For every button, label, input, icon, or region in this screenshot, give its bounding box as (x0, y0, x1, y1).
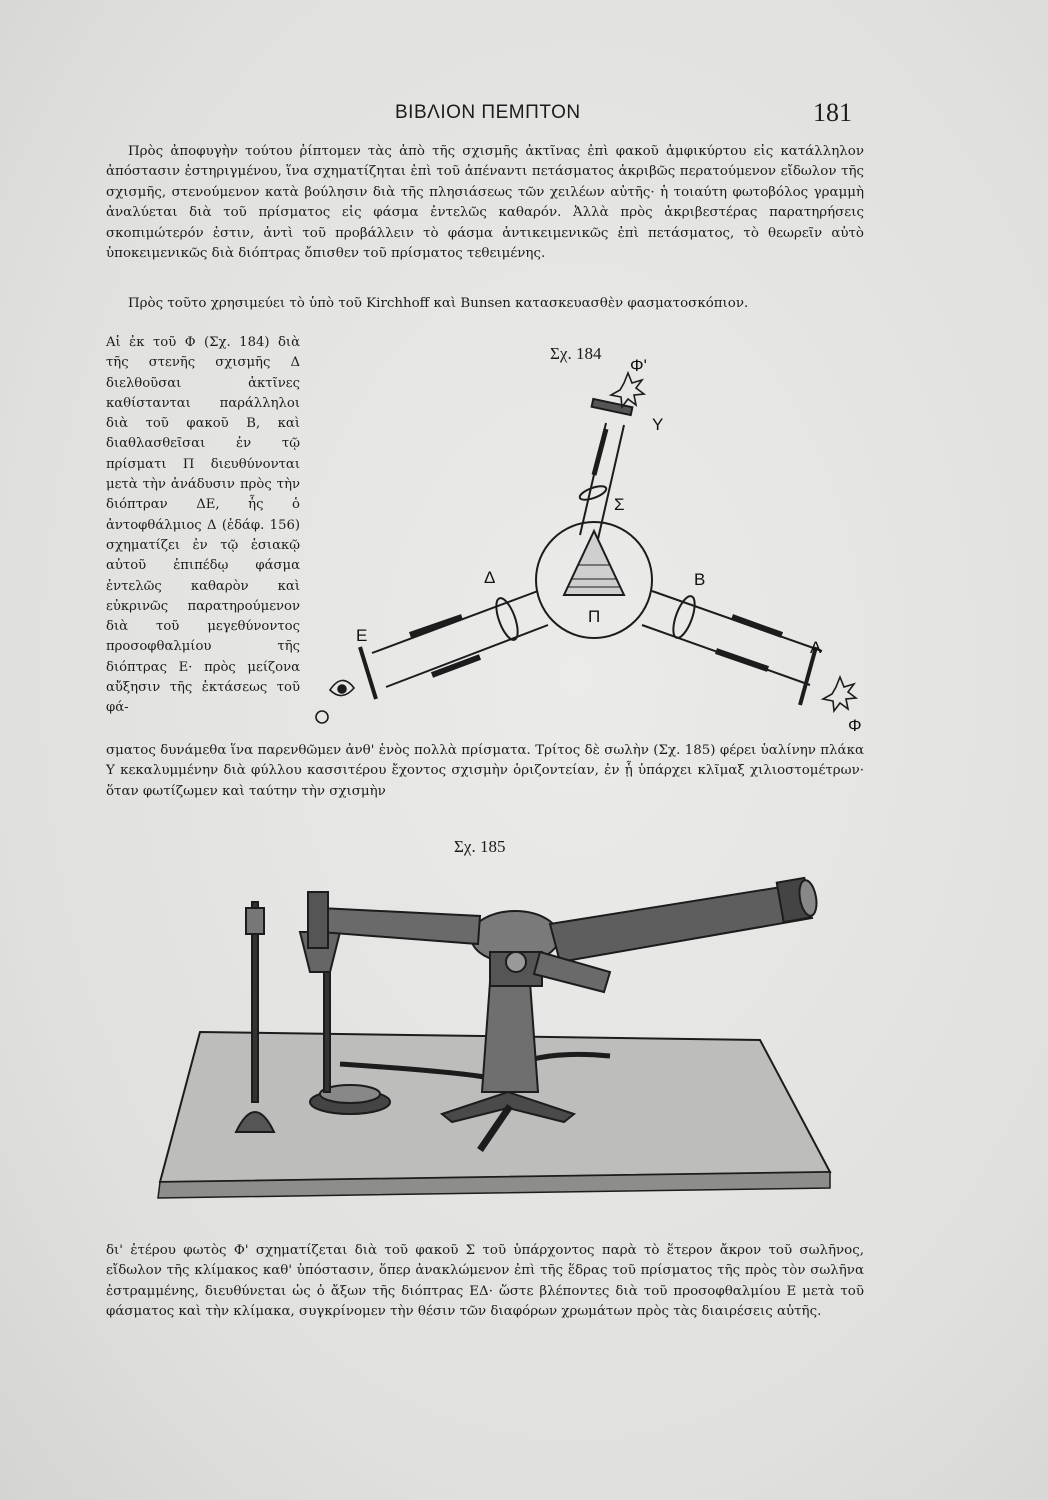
label-phi: Φ (848, 716, 862, 735)
paragraph-2-text: Πρὸς τοῦτο χρησιμεύει τὸ ὑπὸ τοῦ Kirchhoff καὶ Bunsen κατασκευασθὲν φασματοσκόπιον. (128, 296, 749, 311)
paragraph-4-text: δι' ἑτέρου φωτὸς Φ' σχηματίζεται διὰ τοῦ φακοῦ Σ τοῦ ὑπάρχοντος παρὰ τὸ ἕτερον ἄκρον τοῦ σωλῆνος, εἴδωλον τῆς κλίμακος καθ' ὑπόστασιν, ὅπερ ἀνακλώμενον ἐπὶ τῆς ἕδρας τοῦ πρίσματος τῆς πρὸς τὸν σωλῆνα ἐστραμμένης, διευθύνεται ὡς ὁ ἄξων τῆς διόπτρας ΕΔ· ὥστε βλέποντες διὰ τοῦ προσοφθαλμίου Ε μετὰ τοῦ φάσματος καὶ τὴν κλίμακα, συγκρίνομεν τὴν θέσιν τῶν διαφόρων χρωμάτων πρὸς τὰς διαιρέσεις αὐτῆς. (106, 1243, 864, 1320)
paragraph-1 (106, 142, 864, 264)
label-phi-prime: Φ' (630, 356, 647, 375)
scale-tube (578, 399, 632, 539)
label-epsilon: Ε (356, 626, 368, 645)
paragraph-2 (106, 294, 864, 314)
label-alpha: Α (810, 638, 822, 657)
figure-184-caption: Σχ. 184 (550, 344, 602, 363)
wrapped-column-text (106, 333, 300, 719)
figure-184-spectroscope-diagram (312, 335, 872, 743)
paragraph-4 (106, 1241, 864, 1323)
label-pi: Π (588, 607, 601, 626)
label-beta: Β (694, 570, 706, 589)
label-upsilon: Υ (652, 415, 664, 434)
light-source-phi-icon (823, 677, 856, 711)
paragraph-1-text: Πρὸς ἀποφυγὴν τούτου ῥίπτομεν τὰς ἀπὸ τῆς σχισμῆς ἀκτῖνας ἐπὶ φακοῦ ἀμφικύρτου εἰς κατάλληλον ἀπόστασιν ἐστηριγμένου, ἵνα σχηματίζηται ἐπὶ τοῦ ἀπέναντι πετάσματος ἀκριβῶς περατούμενον εἴδωλον τῆς σχισμῆς, στενούμενον κατὰ βούλησιν διὰ τῆς πλησιάσεως τῶν χειλέων αὐτῆς· ἡ τοιαύτη φωτοβόλος γραμμὴ ἀναλύεται διὰ τοῦ πρίσματος εἰς φάσμα ἐντελῶς καθαρόν. Ἀλλὰ πρὸς ἀκριβεστέρας παρατηρήσεις σκοπιμώτερόν ἐστιν, ἀντὶ τοῦ προβάλλειν τὸ φάσμα ἀντικειμενικῶς ἐπὶ πετάσματος, τὸ θεωρεῖν αὐτὸ ὑποκειμενικῶς διὰ διόπτρας ὄπισθεν τοῦ πρίσματος τεθειμένης. (106, 144, 864, 262)
collimator-tube (642, 591, 822, 705)
figure-185-caption: Σχ. 185 (454, 837, 506, 856)
page-number: 181 (813, 98, 852, 127)
eye-icon (316, 680, 354, 723)
telescope-tube (360, 591, 548, 699)
telescope (550, 878, 819, 962)
lamp-phi-prime-icon (611, 373, 644, 407)
figure-185-spectroscope-engraving (140, 832, 900, 1212)
label-sigma: Σ (614, 495, 625, 514)
page-header (0, 96, 1048, 136)
paragraph-3-text: σματος δυνάμεθα ἵνα παρενθῶμεν ἀνθ' ἑνὸς πολλὰ πρίσματα. Τρίτος δὲ σωλὴν (Σχ. 185) φέρει ὑαλίνην πλάκα Υ κεκαλυμμένην διὰ φύλλου κασσιτέρου ἔχοντος σχισμὴν ὁριζοντείαν, ἐν ᾗ ὑπάρχει κλῖμαξ χιλιοστομέτρων· ὅταν φωτίζωμεν καὶ ταύτην τὴν σχισμὴν (106, 743, 864, 799)
label-delta: Δ (484, 568, 496, 587)
paragraph-3 (106, 741, 864, 802)
running-title: ΒΙΒΛΙΟΝ ΠΕΜΠΤΟΝ (395, 102, 581, 123)
column-text: Αἱ ἐκ τοῦ Φ (Σχ. 184) διὰ τῆς στενῆς σχισμῆς Δ διελθοῦσαι ἀκτῖνες καθίστανται παράλληλοι διὰ τοῦ φακοῦ Β, καὶ διαθλασθεῖσαι ἐν τῷ πρίσματι Π διευθύνονται μετὰ τὴν ἀνάδυσιν πρὸς τὴν διόπτραν ΔΕ, ἧς ὁ ἀντοφθάλμιος Δ (ἐδάφ. 156) σχηματίζει ἐν τῷ ἑσιακῷ αὐτοῦ ἐπιπέδῳ φάσμα ἐντελῶς καθαρὸν καὶ εὐκρινῶς παρατηρούμενον διὰ τοῦ μεγεθύνοντος προσοφθαλμίου τῆς διόπτρας Ε· πρὸς μείζονα αὔξησιν τῆς ἐκτάσεως τοῦ φά- (106, 335, 300, 716)
